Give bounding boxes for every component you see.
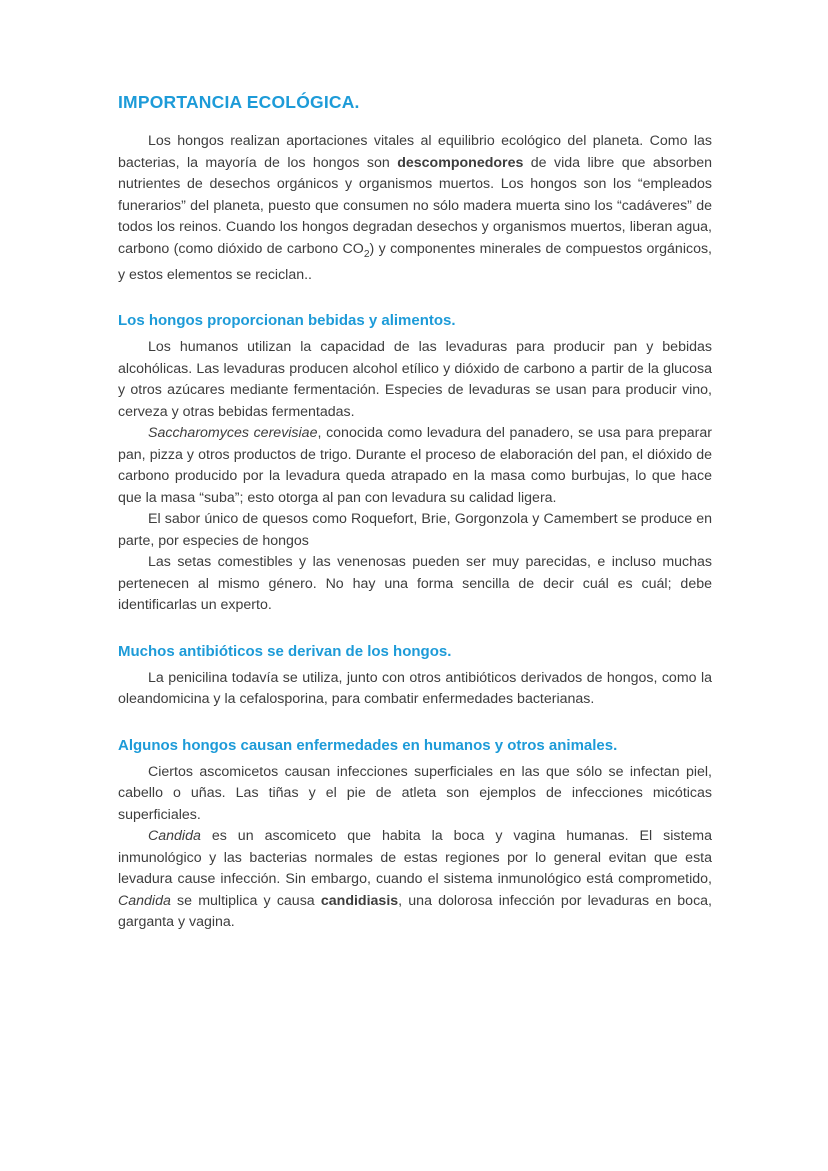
text-run: Las setas comestibles y las venenosas pueden ser muy parecidas, e incluso muchas pertenecen al mismo género. No hay una forma sencilla de decir cuál es cuál; debe identificarlas un experto. [118, 554, 712, 614]
section-heading-bebidas-alimentos: Los hongos proporcionan bebidas y alimentos. [118, 312, 456, 330]
paragraph [118, 668, 712, 711]
text-run: 2 [363, 248, 370, 260]
text-run: de vida libre que absorben nutrientes de desechos orgánicos y organismos muertos. Los hongos son los “empleados funerarios” del planeta, puesto que consumen no sólo madera muerta sino los “cadáveres” de todos los reinos. Cuando los hongos degradan desechos y organismos muertos, liberan agua, carbono (como dióxido de carbono CO [118, 154, 712, 257]
text-run: La penicilina todavía se utiliza, junto con otros antibióticos derivados de hongos, como la oleandomicina y la cefalosporina, para combatir enfermedades bacterianas. [118, 669, 712, 708]
text-run: El sabor único de quesos como Roquefort, Brie, Gorgonzola y Camembert se produce en parte, por especies de hongos [118, 511, 712, 549]
paragraph [118, 826, 712, 934]
paragraph [118, 552, 712, 617]
intro-paragraph [118, 131, 712, 286]
text-run: candidiasis [320, 892, 399, 909]
paragraph [118, 423, 712, 509]
paragraph [118, 509, 712, 552]
text-run: Ciertos ascomicetos causan infecciones superficiales en las que sólo se infectan piel, cabello o uñas. Las tiñas y el pie de atleta son ejemplos de infecciones micóticas superficiales. [118, 763, 712, 823]
section-heading-antibioticos: Muchos antibióticos se derivan de los hongos. [118, 642, 452, 660]
text-run: es un ascomiceto que habita la boca y vagina humanas. El sistema inmunológico y las bacterias normales de estas regiones por lo general evitan que esta levadura cause infección. Sin embargo, cuando el sistema inmunológico está comprometido, [118, 828, 712, 888]
paragraph [118, 762, 712, 827]
section-heading-enfermedades: Algunos hongos causan enfermedades en humanos y otros animales. [118, 736, 618, 754]
text-run: , conocida como levadura del panadero, se usa para preparar pan, pizza y otros productos de trigo. Durante el proceso de elaboración del pan, el dióxido de carbono producido por la levadura queda atrapado en la masa como burbujas, lo que hace que la masa “suba”; esto otorga al pan con levadura su calidad ligera. [118, 425, 712, 506]
text-run: Los hongos realizan aportaciones vitales al equilibrio ecológico del planeta. Como las bacterias, la mayoría de los hongos son [118, 133, 712, 171]
text-run: se multiplica y causa [170, 892, 321, 909]
paragraph [118, 337, 712, 423]
text-run: descomponedores [397, 154, 524, 171]
text-run: Candida [118, 892, 171, 909]
text-run: Saccharomyces cerevisiae [148, 425, 318, 442]
text-run: , una dolorosa infección por levaduras en boca, garganta y vagina. [118, 892, 713, 931]
page-title: IMPORTANCIA ECOLÓGICA. [118, 92, 360, 112]
document-content [118, 92, 712, 934]
text-run: Candida [148, 828, 201, 845]
text-run: ) y componentes minerales de compuestos orgánicos, y estos elementos se reciclan.. [118, 240, 712, 283]
text-run: Los humanos utilizan la capacidad de las levaduras para producir pan y bebidas alcohólicas. Las levaduras producen alcohol etílico y dióxido de carbono a partir de la glucosa y otros azúcares mediante fermentación. Especies de levaduras se usan para producir vino, cerveza y otras bebidas fermentadas. [118, 339, 712, 420]
